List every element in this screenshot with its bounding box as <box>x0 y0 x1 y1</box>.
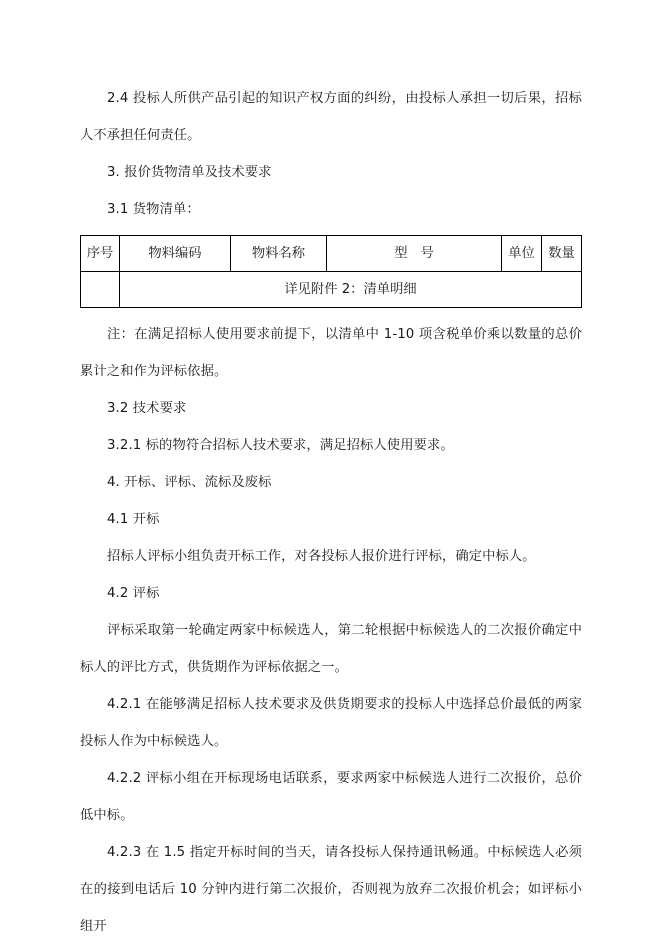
heading-4-1: 4.1 开标 <box>107 512 160 527</box>
table-header-model-part1: 型 <box>394 245 408 261</box>
table-header-material-code: 物料编码 <box>120 236 231 272</box>
table-row <box>81 272 582 308</box>
table-header-model-part2: 号 <box>420 245 434 261</box>
paragraph-4-1-body: 招标人评标小组负责开标工作，对各投标人报价进行评标，确定中标人。 <box>107 549 536 564</box>
goods-list-table-wrapper <box>80 235 582 308</box>
table-cell-seq <box>81 272 120 308</box>
table-cell-detail-note: 详见附件 2：清单明细 <box>120 272 582 308</box>
document-body <box>80 80 582 936</box>
heading-4: 4. 开标、评标、流标及废标 <box>107 475 272 490</box>
table-header-model <box>327 236 502 272</box>
paragraph-4-2-1: 4.2.1 在能够满足招标人技术要求及供货期要求的投标人中选择总价最低的两家投标人作为中标候选人。 <box>80 697 582 749</box>
paragraph-2-4: 2.4 投标人所供产品引起的知识产权方面的纠纷，由投标人承担一切后果，招标人不承担任何责任。 <box>80 91 582 143</box>
heading-4-2: 4.2 评标 <box>107 586 160 601</box>
paragraph-note: 注：在满足招标人使用要求前提下，以清单中 1-10 项含税单价乘以数量的总价累计之和作为评标依据。 <box>80 327 582 379</box>
table-header-quantity: 数量 <box>542 236 582 272</box>
heading-3-1: 3.1 货物清单： <box>107 202 200 217</box>
table-header-row <box>81 236 582 272</box>
heading-3: 3. 报价货物清单及技术要求 <box>107 165 272 180</box>
paragraph-4-2-body: 评标采取第一轮确定两家中标候选人，第二轮根据中标候选人的二次报价确定中标人的评比方式，供货期作为评标依据之一。 <box>80 623 582 675</box>
paragraph-4-2-2: 4.2.2 评标小组在开标现场电话联系，要求两家中标候选人进行二次报价，总价低中标。 <box>80 771 582 823</box>
table-header-unit: 单位 <box>502 236 542 272</box>
heading-3-2: 3.2 技术要求 <box>107 401 187 416</box>
paragraph-3-2-1: 3.2.1 标的物符合招标人技术要求，满足招标人使用要求。 <box>107 438 454 453</box>
goods-list-table <box>80 235 582 308</box>
paragraph-4-2-3: 4.2.3 在 1.5 指定开标时间的当天，请各投标人保持通讯畅通。中标候选人必须在的接到电话后 10 分钟内进行第二次报价，否则视为放弃二次报价机会；如评标小组开 <box>80 845 582 934</box>
table-header-material-name: 物料名称 <box>231 236 327 272</box>
table-header-seq: 序号 <box>81 236 120 272</box>
